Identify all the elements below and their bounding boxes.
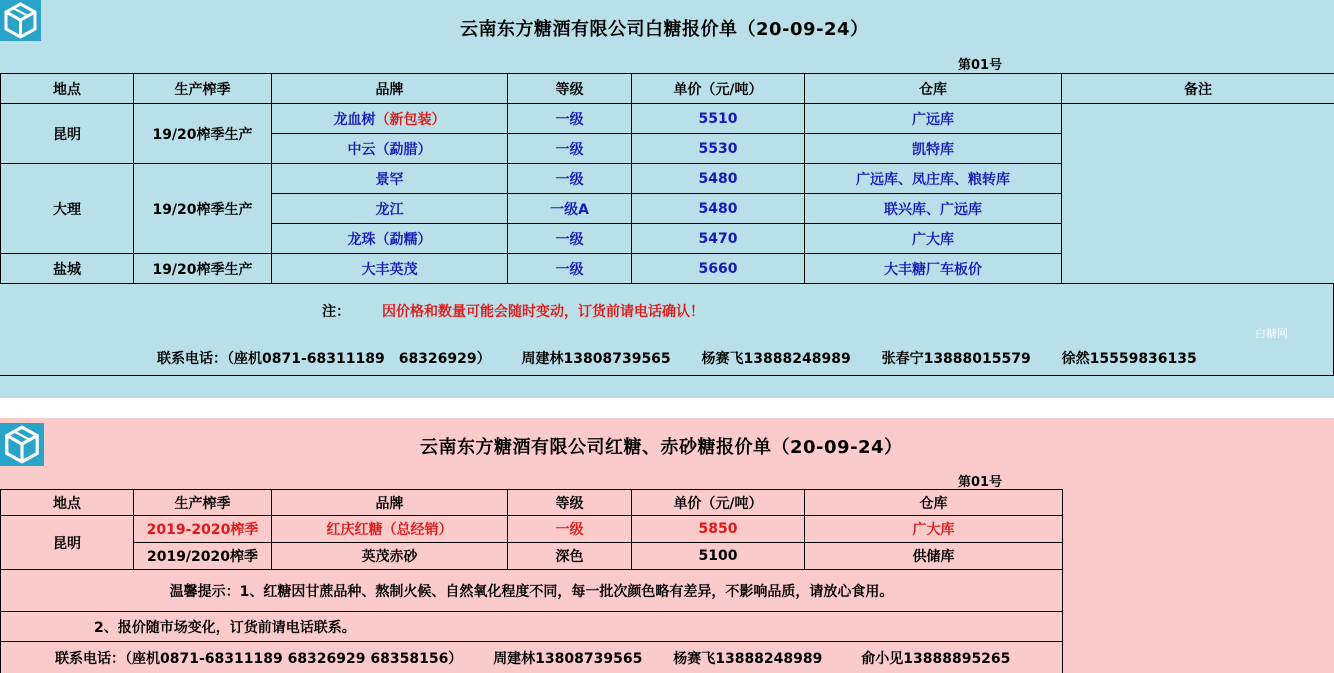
table-row — [1, 104, 1334, 134]
divider — [0, 283, 1334, 284]
season-cell: 19/20榨季生产 — [134, 164, 272, 254]
header-cell: 生产榨季 — [134, 490, 272, 516]
place-cell: 昆明 — [1, 516, 134, 570]
tip-row — [1, 612, 1063, 642]
brand-cell: 景罕 — [272, 164, 508, 194]
season-cell: 19/20榨季生产 — [134, 104, 272, 164]
company-logo-icon — [0, 423, 44, 466]
contact-person: 俞小见13888895265 — [861, 650, 1011, 667]
note-text: 因价格和数量可能会随时变动，订货前请电话确认！ — [382, 304, 704, 320]
warehouse-cell: 广大库 — [805, 516, 1063, 543]
grade-cell: 一级 — [508, 104, 632, 134]
table-row — [1, 543, 1063, 570]
brand-cell — [272, 104, 508, 134]
header-cell: 单价（元/吨） — [632, 74, 805, 104]
warehouse-cell: 凯特库 — [805, 134, 1062, 164]
warehouse-cell: 广远库、凤庄库、粮转库 — [805, 164, 1062, 194]
place-cell: 盐城 — [1, 254, 134, 284]
place-cell: 昆明 — [1, 104, 134, 164]
brand-cell: 龙江 — [272, 194, 508, 224]
warehouse-cell: 广远库 — [805, 104, 1062, 134]
brown-sugar-sheet — [0, 418, 1334, 673]
header-cell: 生产榨季 — [134, 74, 272, 104]
grade-cell: 一级 — [508, 254, 632, 284]
table-header-row — [1, 490, 1063, 516]
page-title: 云南东方糖酒有限公司白糖报价单（20-09-24） — [460, 19, 869, 40]
grade-cell: 一级 — [508, 224, 632, 254]
company-logo-icon — [0, 0, 41, 41]
price-cell: 5470 — [632, 224, 805, 254]
remark-cell — [1062, 104, 1334, 284]
contact-row — [1, 642, 1063, 673]
header-cell: 地点 — [1, 490, 134, 516]
warehouse-cell: 大丰糖厂车板价 — [805, 254, 1062, 284]
contact-person: 杨赛飞13888248989 — [701, 351, 851, 367]
note-label: 注： — [322, 304, 350, 320]
header-cell: 单价（元/吨） — [632, 490, 805, 516]
contact-line — [157, 348, 1223, 368]
contact-person: 周建林13808739565 — [493, 650, 643, 667]
season-cell: 2019-2020榨季 — [134, 516, 272, 543]
table-row — [1, 516, 1063, 543]
grade-cell: 一级 — [508, 134, 632, 164]
price-cell: 5480 — [632, 194, 805, 224]
contact-person: 周建林13808739565 — [521, 351, 671, 367]
grade-cell: 深色 — [508, 543, 632, 570]
header-cell: 等级 — [508, 490, 632, 516]
header-cell: 备注 — [1062, 74, 1334, 104]
document-number: 第01号 — [958, 475, 1003, 490]
season-cell: 2019/2020榨季 — [134, 543, 272, 570]
warehouse-cell: 广大库 — [805, 224, 1062, 254]
brand-cell: 中云（勐腊） — [272, 134, 508, 164]
brand-cell: 红庆红糖（总经销） — [272, 516, 508, 543]
tip-cell: 2、报价随市场变化，订货前请电话联系。 — [1, 612, 1063, 642]
warehouse-cell: 联兴库、广远库 — [805, 194, 1062, 224]
price-cell: 5100 — [632, 543, 805, 570]
grade-cell: 一级 — [508, 164, 632, 194]
brand-note: （新包装） — [375, 111, 446, 128]
brand-cell: 大丰英茂 — [272, 254, 508, 284]
header-cell: 品牌 — [272, 74, 508, 104]
header-cell: 等级 — [508, 74, 632, 104]
tip-row — [1, 570, 1063, 612]
warehouse-cell: 供储库 — [805, 543, 1063, 570]
page-title: 云南东方糖酒有限公司红糖、赤砂糖报价单（20-09-24） — [420, 437, 903, 458]
contact-person: 徐然15559836135 — [1061, 351, 1197, 367]
grade-cell: 一级 — [508, 516, 632, 543]
price-cell: 5850 — [632, 516, 805, 543]
header-cell: 仓库 — [805, 490, 1063, 516]
header-cell: 地点 — [1, 74, 134, 104]
contact-person: 杨赛飞13888248989 — [673, 650, 823, 667]
contact-cell — [1, 642, 1063, 673]
price-cell: 5480 — [632, 164, 805, 194]
price-cell: 5660 — [632, 254, 805, 284]
season-cell: 19/20榨季生产 — [134, 254, 272, 284]
divider — [0, 375, 1334, 376]
brand-name: 龙血树 — [333, 111, 376, 128]
brand-cell: 龙珠（勐糯） — [272, 224, 508, 254]
tip-cell: 温馨提示：1、红糖因甘蔗品种、熬制火候、自然氧化程度不同，每一批次颜色略有差异，不影响品质，请放心食用。 — [1, 570, 1063, 612]
table-header-row — [1, 74, 1334, 104]
header-cell: 品牌 — [272, 490, 508, 516]
price-cell: 5530 — [632, 134, 805, 164]
contact-phone: 联系电话：（座机0871-68311189 68326929） — [157, 351, 491, 367]
watermark: 白糖网 — [1255, 327, 1288, 340]
white-sugar-price-table — [0, 73, 1334, 284]
contact-person: 张春宁13888015579 — [881, 351, 1031, 367]
header-cell: 仓库 — [805, 74, 1062, 104]
place-cell: 大理 — [1, 164, 134, 254]
contact-phone: 联系电话：（座机0871-68311189 68326929 68358156） — [55, 650, 463, 667]
document-number: 第01号 — [958, 58, 1003, 73]
brand-cell: 英茂赤砂 — [272, 543, 508, 570]
grade-cell: 一级A — [508, 194, 632, 224]
brown-sugar-price-table — [0, 489, 1063, 673]
price-cell: 5510 — [632, 104, 805, 134]
